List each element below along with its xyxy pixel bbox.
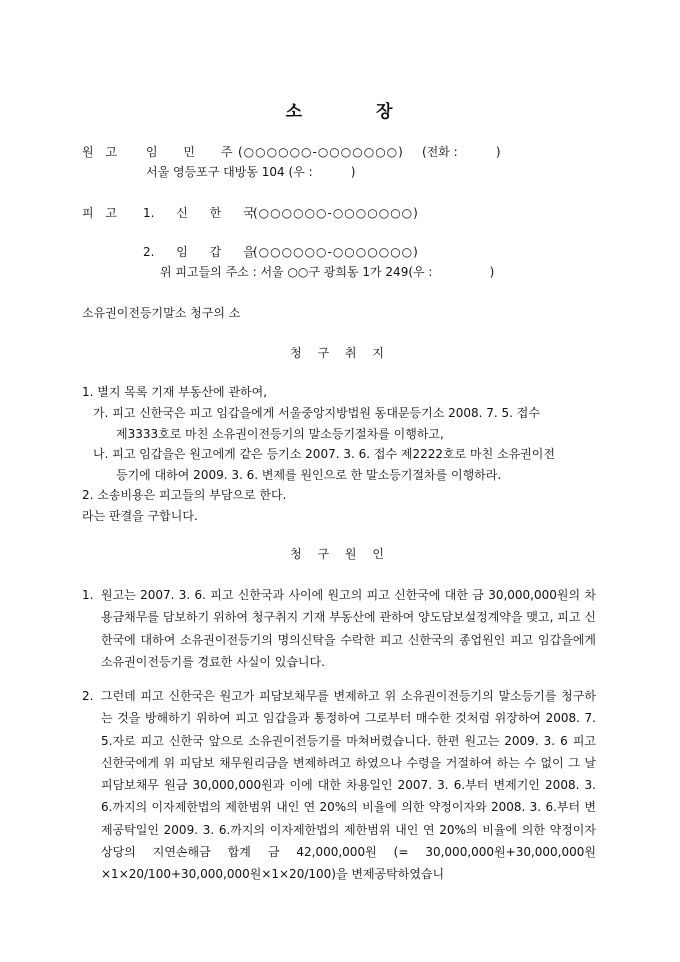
case-name: 소유권이전등기말소 청구의 소 [82,306,241,320]
title-char-1: 소 [285,102,304,122]
defendants-address: 위 피고들의 주소 : 서울 ○○구 광희동 1가 249(우 : ) [160,265,495,279]
title-char-2: 장 [376,102,395,122]
plaintiff-name: 임 민 주 [146,145,233,159]
cause-paragraph-2: 그런데 피고 신한국은 원고가 피담보채무를 변제하고 위 소유권이전등기의 말소등기를 청구하는 것을 방해하기 위하여 피고 임갑을과 통정하여 그로부터 매수한 것처럼 위장하여 2008. 7. 5.자로 피고 신한국 앞으로 소유권이전등기를 마쳐버렸습니다. 한편 원고는 2009. 3. 6 피고 신한국에게 위 피담보 채무원리금을 변제하려고 하였으나 수령을 거절하여 하는 수 없이 그 날 피담보채무 원금 30,000,000원과 이에 대한 차용일인 2007. 3. 6.부터 변제기인 2008. 3. 6.까지의 이자제한법의 제한범위 내인 연 20%의 비율에 의한 약정이자와 2008. 3. 6.부터 변제공탁일인 2009. 3. 6.까지의 이자제한법의 제한범위 내인 연 20%의 비율에 의한 약정이자 상당의 지연손해금 합계 금 42,000,000원 (= 30,000,000원+30,000,000원×1×20/100+30,000,000원×1×20/100)을 변제공탁하였습니 [101,689,596,882]
defendant-1-id: (○○○○○○-○○○○○○○) [253,206,419,220]
defendant-1-name: 1. 신 한 국 [143,206,255,220]
plaintiff-address: 서울 영등포구 대방동 104 (우 : ) [146,165,356,179]
claim-line-5: 등기에 대하여 2009. 3. 6. 변제를 원인으로 한 말소등기절차를 이행하라. [116,468,502,482]
claim-line-1: 1. 별지 목록 기재 부동산에 관하여, [82,385,268,399]
plaintiff-id: (○○○○○○-○○○○○○○) [238,145,404,159]
defendant-role: 피 고 [82,206,117,220]
cause-paragraph-1: 원고는 2007. 3. 6. 피고 신한국과 사이에 원고의 피고 신한국에 대한 금 30,000,000원의 차용금채무를 담보하기 위하여 청구취지 기재 부동산에 관하여 양도담보설정계약을 맺고, 피고 신한국에 대하여 소유권이전등기의 명의신탁을 수락한 피고 신한국의 종업원인 피고 임갑을에게 소유권이전등기를 경료한 사실이 있습니다. [101,588,596,669]
claim-line-7: 라는 판결을 구합니다. [82,509,198,523]
claim-line-3: 제3333호로 마친 소유권이전등기의 말소등기절차를 이행하고, [116,427,444,441]
cause-heading: 청 구 원 인 [290,547,390,561]
claim-line-4: 나. 피고 임갑을은 원고에게 같은 등기소 2007. 3. 6. 접수 제2222호로 마친 소유권이전 [93,447,555,461]
plaintiff-role: 원 고 [82,145,117,159]
claim-heading: 청 구 취 지 [290,346,390,360]
defendant-2-id: (○○○○○○-○○○○○○○) [253,245,419,259]
defendant-2-name: 2. 임 갑 을 [143,245,255,259]
claim-line-2: 가. 피고 신한국은 피고 임갑을에게 서울중앙지방법원 동대문등기소 2008. 7. 5. 접수 [93,406,540,420]
document-title [0,97,680,122]
plaintiff-phone: (전화 : ) [422,145,501,159]
claim-line-6: 2. 소송비용은 피고들의 부담으로 한다. [82,488,287,502]
cause-2-number: 2. [82,689,94,703]
cause-1-number: 1. [82,588,94,602]
